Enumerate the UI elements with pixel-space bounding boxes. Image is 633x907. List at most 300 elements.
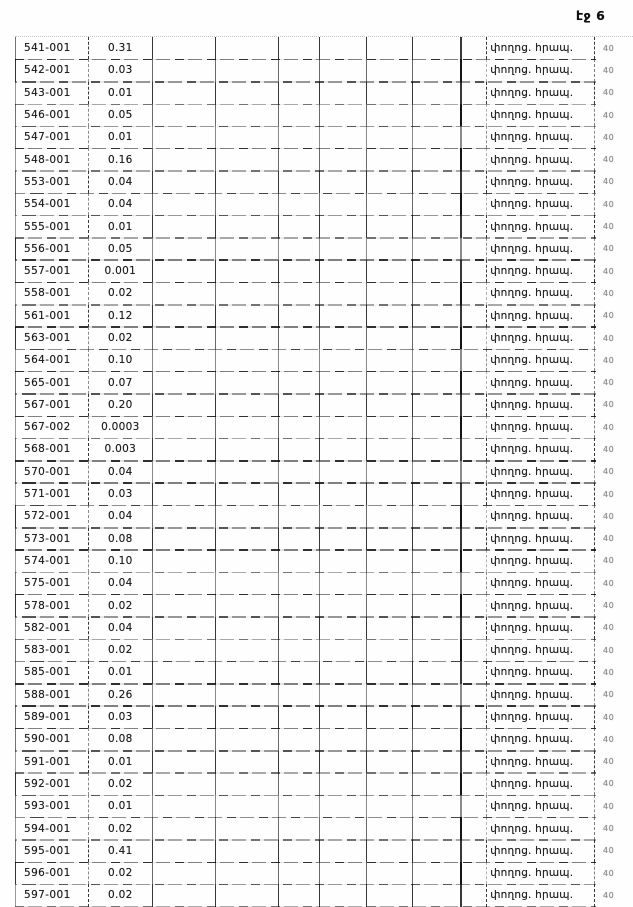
- table-row: [15, 684, 633, 706]
- row-id-cell: 564-001: [16, 349, 89, 371]
- empty-cell: [367, 661, 413, 683]
- table-row: [15, 773, 633, 795]
- empty-cell: [153, 193, 216, 215]
- row-value-cell: 0.08: [89, 728, 153, 750]
- empty-cell: [153, 505, 216, 527]
- margin-number: 40: [603, 333, 615, 343]
- row-id-cell: 554-001: [16, 193, 89, 215]
- empty-cell: [413, 817, 462, 839]
- empty-cell: [153, 862, 216, 884]
- row-note-cell: փողոց. հրապ.: [487, 751, 595, 773]
- empty-cell: [367, 394, 413, 416]
- empty-cell: [462, 371, 487, 393]
- row-note-cell: փողոց. հրապ.: [487, 282, 595, 304]
- empty-cell: [216, 59, 279, 81]
- table-row: [15, 193, 633, 215]
- empty-cell: [413, 706, 462, 728]
- row-note-cell: փողոց. հրապ.: [487, 461, 595, 483]
- empty-cell: [462, 483, 487, 505]
- table-row: [15, 795, 633, 817]
- empty-cell: [367, 862, 413, 884]
- empty-cell: [413, 505, 462, 527]
- empty-cell: [462, 171, 487, 193]
- empty-cell: [367, 215, 413, 237]
- empty-cell: [413, 327, 462, 349]
- empty-cell: [216, 773, 279, 795]
- row-id-cell: 546-001: [16, 104, 89, 126]
- empty-cell: [462, 751, 487, 773]
- empty-cell: [279, 394, 320, 416]
- row-note-cell: փողոց. հրապ.: [487, 550, 595, 572]
- row-id-cell: 555-001: [16, 215, 89, 237]
- empty-cell: [413, 349, 462, 371]
- empty-cell: [367, 528, 413, 550]
- empty-cell: [216, 82, 279, 104]
- empty-cell: [413, 550, 462, 572]
- empty-cell: [462, 148, 487, 170]
- row-value-cell: 0.03: [89, 706, 153, 728]
- empty-cell: [153, 661, 216, 683]
- empty-cell: [462, 193, 487, 215]
- empty-cell: [279, 349, 320, 371]
- empty-cell: [320, 706, 368, 728]
- empty-cell: [216, 349, 279, 371]
- row-value-cell: 0.10: [89, 550, 153, 572]
- empty-cell: [462, 349, 487, 371]
- empty-cell: [413, 884, 462, 906]
- empty-cell: [216, 215, 279, 237]
- margin-number: 40: [603, 266, 615, 276]
- empty-cell: [153, 37, 216, 59]
- row-value-cell: 0.07: [89, 371, 153, 393]
- empty-cell: [367, 416, 413, 438]
- row-value-cell: 0.03: [89, 59, 153, 81]
- row-id-cell: 582-001: [16, 617, 89, 639]
- empty-cell: [320, 37, 368, 59]
- empty-cell: [462, 684, 487, 706]
- empty-cell: [216, 639, 279, 661]
- row-note-cell: փողոց. հրապ.: [487, 327, 595, 349]
- empty-cell: [462, 773, 487, 795]
- empty-cell: [320, 483, 368, 505]
- empty-cell: [216, 617, 279, 639]
- table-row: [15, 238, 633, 260]
- empty-cell: [320, 438, 368, 460]
- empty-cell: [413, 371, 462, 393]
- empty-cell: [279, 728, 320, 750]
- empty-cell: [153, 59, 216, 81]
- empty-cell: [320, 126, 368, 148]
- empty-cell: [216, 684, 279, 706]
- empty-cell: [367, 282, 413, 304]
- empty-cell: [279, 104, 320, 126]
- row-id-cell: 563-001: [16, 327, 89, 349]
- empty-cell: [279, 594, 320, 616]
- empty-cell: [320, 59, 368, 81]
- margin-number: 40: [603, 623, 615, 633]
- row-note-cell: փողոց. հրապ.: [487, 82, 595, 104]
- table-row: [15, 617, 633, 639]
- margin-number: 40: [603, 734, 615, 744]
- empty-cell: [462, 505, 487, 527]
- empty-cell: [320, 728, 368, 750]
- row-id-cell: 574-001: [16, 550, 89, 572]
- row-note-cell: փողոց. հրապ.: [487, 706, 595, 728]
- empty-cell: [153, 305, 216, 327]
- table-row: [15, 862, 633, 884]
- table-row: [15, 59, 633, 81]
- empty-cell: [413, 104, 462, 126]
- empty-cell: [153, 706, 216, 728]
- empty-cell: [153, 349, 216, 371]
- margin-number: 40: [603, 199, 615, 209]
- empty-cell: [279, 215, 320, 237]
- empty-cell: [153, 171, 216, 193]
- empty-cell: [413, 840, 462, 862]
- row-note-cell: փողոց. հրապ.: [487, 371, 595, 393]
- empty-cell: [462, 528, 487, 550]
- empty-cell: [462, 706, 487, 728]
- row-value-cell: 0.05: [89, 104, 153, 126]
- row-id-cell: 565-001: [16, 371, 89, 393]
- empty-cell: [413, 728, 462, 750]
- empty-cell: [320, 617, 368, 639]
- row-value-cell: 0.02: [89, 594, 153, 616]
- row-note-cell: փողոց. հրապ.: [487, 594, 595, 616]
- empty-cell: [279, 884, 320, 906]
- margin-number: 40: [603, 868, 615, 878]
- row-value-cell: 0.01: [89, 82, 153, 104]
- margin-number: 40: [603, 712, 615, 722]
- empty-cell: [367, 59, 413, 81]
- margin-number: 40: [603, 534, 615, 544]
- empty-cell: [279, 840, 320, 862]
- row-value-cell: 0.0003: [89, 416, 153, 438]
- table-row: [15, 82, 633, 104]
- empty-cell: [413, 305, 462, 327]
- row-value-cell: 0.31: [89, 37, 153, 59]
- margin-number: 40: [603, 824, 615, 834]
- empty-cell: [413, 528, 462, 550]
- empty-cell: [367, 884, 413, 906]
- empty-cell: [153, 884, 216, 906]
- row-note-cell: փողոց. հրապ.: [487, 528, 595, 550]
- empty-cell: [153, 238, 216, 260]
- empty-cell: [413, 594, 462, 616]
- row-id-cell: 548-001: [16, 148, 89, 170]
- empty-cell: [279, 528, 320, 550]
- table-row: [15, 528, 633, 550]
- row-note-cell: փողոց. հրապ.: [487, 505, 595, 527]
- empty-cell: [462, 305, 487, 327]
- empty-cell: [367, 193, 413, 215]
- table-row: [15, 104, 633, 126]
- empty-cell: [320, 751, 368, 773]
- empty-cell: [367, 728, 413, 750]
- empty-cell: [413, 795, 462, 817]
- empty-cell: [320, 817, 368, 839]
- table-row: [15, 416, 633, 438]
- row-note-cell: փողոց. հրապ.: [487, 639, 595, 661]
- margin-number: 40: [603, 489, 615, 499]
- empty-cell: [279, 238, 320, 260]
- empty-cell: [413, 639, 462, 661]
- row-id-cell: 597-001: [16, 884, 89, 906]
- empty-cell: [367, 550, 413, 572]
- empty-cell: [367, 505, 413, 527]
- empty-cell: [279, 282, 320, 304]
- row-value-cell: 0.02: [89, 773, 153, 795]
- row-id-cell: 543-001: [16, 82, 89, 104]
- table-row: [15, 349, 633, 371]
- empty-cell: [462, 327, 487, 349]
- page-number-label: էջ 6: [576, 8, 606, 23]
- margin-number: 40: [603, 110, 615, 120]
- empty-cell: [216, 371, 279, 393]
- empty-cell: [216, 438, 279, 460]
- empty-cell: [153, 751, 216, 773]
- empty-cell: [462, 59, 487, 81]
- table-row: [15, 661, 633, 683]
- margin-number: 40: [603, 400, 615, 410]
- row-value-cell: 0.02: [89, 327, 153, 349]
- empty-cell: [462, 617, 487, 639]
- empty-cell: [279, 59, 320, 81]
- empty-cell: [216, 37, 279, 59]
- empty-cell: [320, 684, 368, 706]
- margin-number: 40: [603, 65, 615, 75]
- empty-cell: [367, 594, 413, 616]
- empty-cell: [320, 594, 368, 616]
- empty-cell: [367, 260, 413, 282]
- empty-cell: [462, 282, 487, 304]
- empty-cell: [279, 260, 320, 282]
- empty-cell: [462, 728, 487, 750]
- row-note-cell: փողոց. հրապ.: [487, 215, 595, 237]
- table-row: [15, 505, 633, 527]
- empty-cell: [462, 82, 487, 104]
- empty-cell: [153, 773, 216, 795]
- row-id-cell: 547-001: [16, 126, 89, 148]
- margin-number: 40: [603, 378, 615, 388]
- empty-cell: [413, 617, 462, 639]
- table-row: [15, 438, 633, 460]
- row-note-cell: փողոց. հրապ.: [487, 416, 595, 438]
- row-id-cell: 578-001: [16, 594, 89, 616]
- row-value-cell: 0.03: [89, 483, 153, 505]
- empty-cell: [367, 438, 413, 460]
- empty-cell: [367, 617, 413, 639]
- empty-cell: [153, 104, 216, 126]
- table-row: [15, 305, 633, 327]
- empty-cell: [413, 82, 462, 104]
- table-row: [15, 572, 633, 594]
- empty-cell: [367, 327, 413, 349]
- empty-cell: [216, 751, 279, 773]
- empty-cell: [279, 126, 320, 148]
- empty-cell: [153, 572, 216, 594]
- empty-cell: [367, 238, 413, 260]
- empty-cell: [462, 126, 487, 148]
- empty-cell: [153, 282, 216, 304]
- row-id-cell: 561-001: [16, 305, 89, 327]
- empty-cell: [320, 394, 368, 416]
- empty-cell: [153, 550, 216, 572]
- empty-cell: [216, 171, 279, 193]
- empty-cell: [413, 773, 462, 795]
- empty-cell: [320, 215, 368, 237]
- empty-cell: [462, 594, 487, 616]
- row-value-cell: 0.04: [89, 193, 153, 215]
- empty-cell: [216, 817, 279, 839]
- margin-number: 40: [603, 578, 615, 588]
- margin-number: 40: [603, 177, 615, 187]
- margin-number: 40: [603, 155, 615, 165]
- table-row: [15, 371, 633, 393]
- empty-cell: [367, 461, 413, 483]
- empty-cell: [153, 795, 216, 817]
- empty-cell: [279, 461, 320, 483]
- row-note-cell: փողոց. հրապ.: [487, 728, 595, 750]
- empty-cell: [216, 104, 279, 126]
- empty-cell: [153, 215, 216, 237]
- empty-cell: [153, 260, 216, 282]
- empty-cell: [413, 193, 462, 215]
- margin-number: 40: [603, 757, 615, 767]
- row-note-cell: փողոց. հրապ.: [487, 884, 595, 906]
- row-id-cell: 590-001: [16, 728, 89, 750]
- empty-cell: [320, 840, 368, 862]
- empty-cell: [367, 817, 413, 839]
- empty-cell: [216, 594, 279, 616]
- row-value-cell: 0.01: [89, 126, 153, 148]
- margin-number: 40: [603, 779, 615, 789]
- empty-cell: [279, 305, 320, 327]
- empty-cell: [279, 438, 320, 460]
- empty-cell: [279, 773, 320, 795]
- row-value-cell: 0.12: [89, 305, 153, 327]
- empty-cell: [153, 483, 216, 505]
- row-value-cell: 0.02: [89, 862, 153, 884]
- row-id-cell: 570-001: [16, 461, 89, 483]
- row-note-cell: փողոց. հրապ.: [487, 238, 595, 260]
- row-value-cell: 0.02: [89, 817, 153, 839]
- empty-cell: [153, 617, 216, 639]
- table-row: [15, 327, 633, 349]
- margin-number: 40: [603, 222, 615, 232]
- row-value-cell: 0.20: [89, 394, 153, 416]
- empty-cell: [279, 617, 320, 639]
- empty-cell: [367, 305, 413, 327]
- margin-number: 40: [603, 801, 615, 811]
- empty-cell: [216, 728, 279, 750]
- row-value-cell: 0.08: [89, 528, 153, 550]
- empty-cell: [153, 327, 216, 349]
- empty-cell: [320, 795, 368, 817]
- row-note-cell: փողոց. հրապ.: [487, 617, 595, 639]
- empty-cell: [413, 416, 462, 438]
- table-row: [15, 171, 633, 193]
- table-row: [15, 639, 633, 661]
- empty-cell: [462, 215, 487, 237]
- empty-cell: [216, 795, 279, 817]
- empty-cell: [153, 594, 216, 616]
- empty-cell: [413, 59, 462, 81]
- empty-cell: [367, 37, 413, 59]
- row-note-cell: փողոց. հրապ.: [487, 438, 595, 460]
- empty-cell: [320, 260, 368, 282]
- row-note-cell: փողոց. հրապ.: [487, 661, 595, 683]
- row-note-cell: փողոց. հրապ.: [487, 483, 595, 505]
- row-note-cell: փողոց. հրապ.: [487, 305, 595, 327]
- row-id-cell: 573-001: [16, 528, 89, 550]
- row-id-cell: 594-001: [16, 817, 89, 839]
- row-note-cell: փողոց. հրապ.: [487, 684, 595, 706]
- table-row: [15, 550, 633, 572]
- margin-number: 40: [603, 467, 615, 477]
- empty-cell: [320, 550, 368, 572]
- row-value-cell: 0.26: [89, 684, 153, 706]
- empty-cell: [279, 572, 320, 594]
- row-value-cell: 0.04: [89, 171, 153, 193]
- margin-number: 40: [603, 645, 615, 655]
- table-row: [15, 282, 633, 304]
- empty-cell: [279, 82, 320, 104]
- empty-cell: [153, 684, 216, 706]
- empty-cell: [320, 773, 368, 795]
- empty-cell: [153, 817, 216, 839]
- empty-cell: [216, 528, 279, 550]
- row-id-cell: 585-001: [16, 661, 89, 683]
- empty-cell: [279, 483, 320, 505]
- empty-cell: [320, 327, 368, 349]
- table-row: [15, 840, 633, 862]
- row-id-cell: 567-001: [16, 394, 89, 416]
- empty-cell: [462, 461, 487, 483]
- empty-cell: [320, 148, 368, 170]
- empty-cell: [367, 572, 413, 594]
- table-row: [15, 461, 633, 483]
- empty-cell: [413, 394, 462, 416]
- row-value-cell: 0.01: [89, 661, 153, 683]
- empty-cell: [216, 862, 279, 884]
- empty-cell: [153, 394, 216, 416]
- empty-cell: [216, 461, 279, 483]
- margin-number: 40: [603, 288, 615, 298]
- empty-cell: [367, 104, 413, 126]
- margin-number: 40: [603, 667, 615, 677]
- empty-cell: [462, 661, 487, 683]
- row-value-cell: 0.41: [89, 840, 153, 862]
- empty-cell: [462, 572, 487, 594]
- empty-cell: [153, 840, 216, 862]
- empty-cell: [216, 416, 279, 438]
- row-note-cell: փողոց. հրապ.: [487, 817, 595, 839]
- empty-cell: [367, 684, 413, 706]
- margin-number: 40: [603, 43, 615, 53]
- empty-cell: [413, 438, 462, 460]
- empty-cell: [413, 215, 462, 237]
- row-id-cell: 588-001: [16, 684, 89, 706]
- row-id-cell: 542-001: [16, 59, 89, 81]
- empty-cell: [216, 661, 279, 683]
- empty-cell: [216, 706, 279, 728]
- empty-cell: [279, 148, 320, 170]
- empty-cell: [279, 706, 320, 728]
- margin-number: 40: [603, 511, 615, 521]
- table-row: [15, 751, 633, 773]
- empty-cell: [413, 483, 462, 505]
